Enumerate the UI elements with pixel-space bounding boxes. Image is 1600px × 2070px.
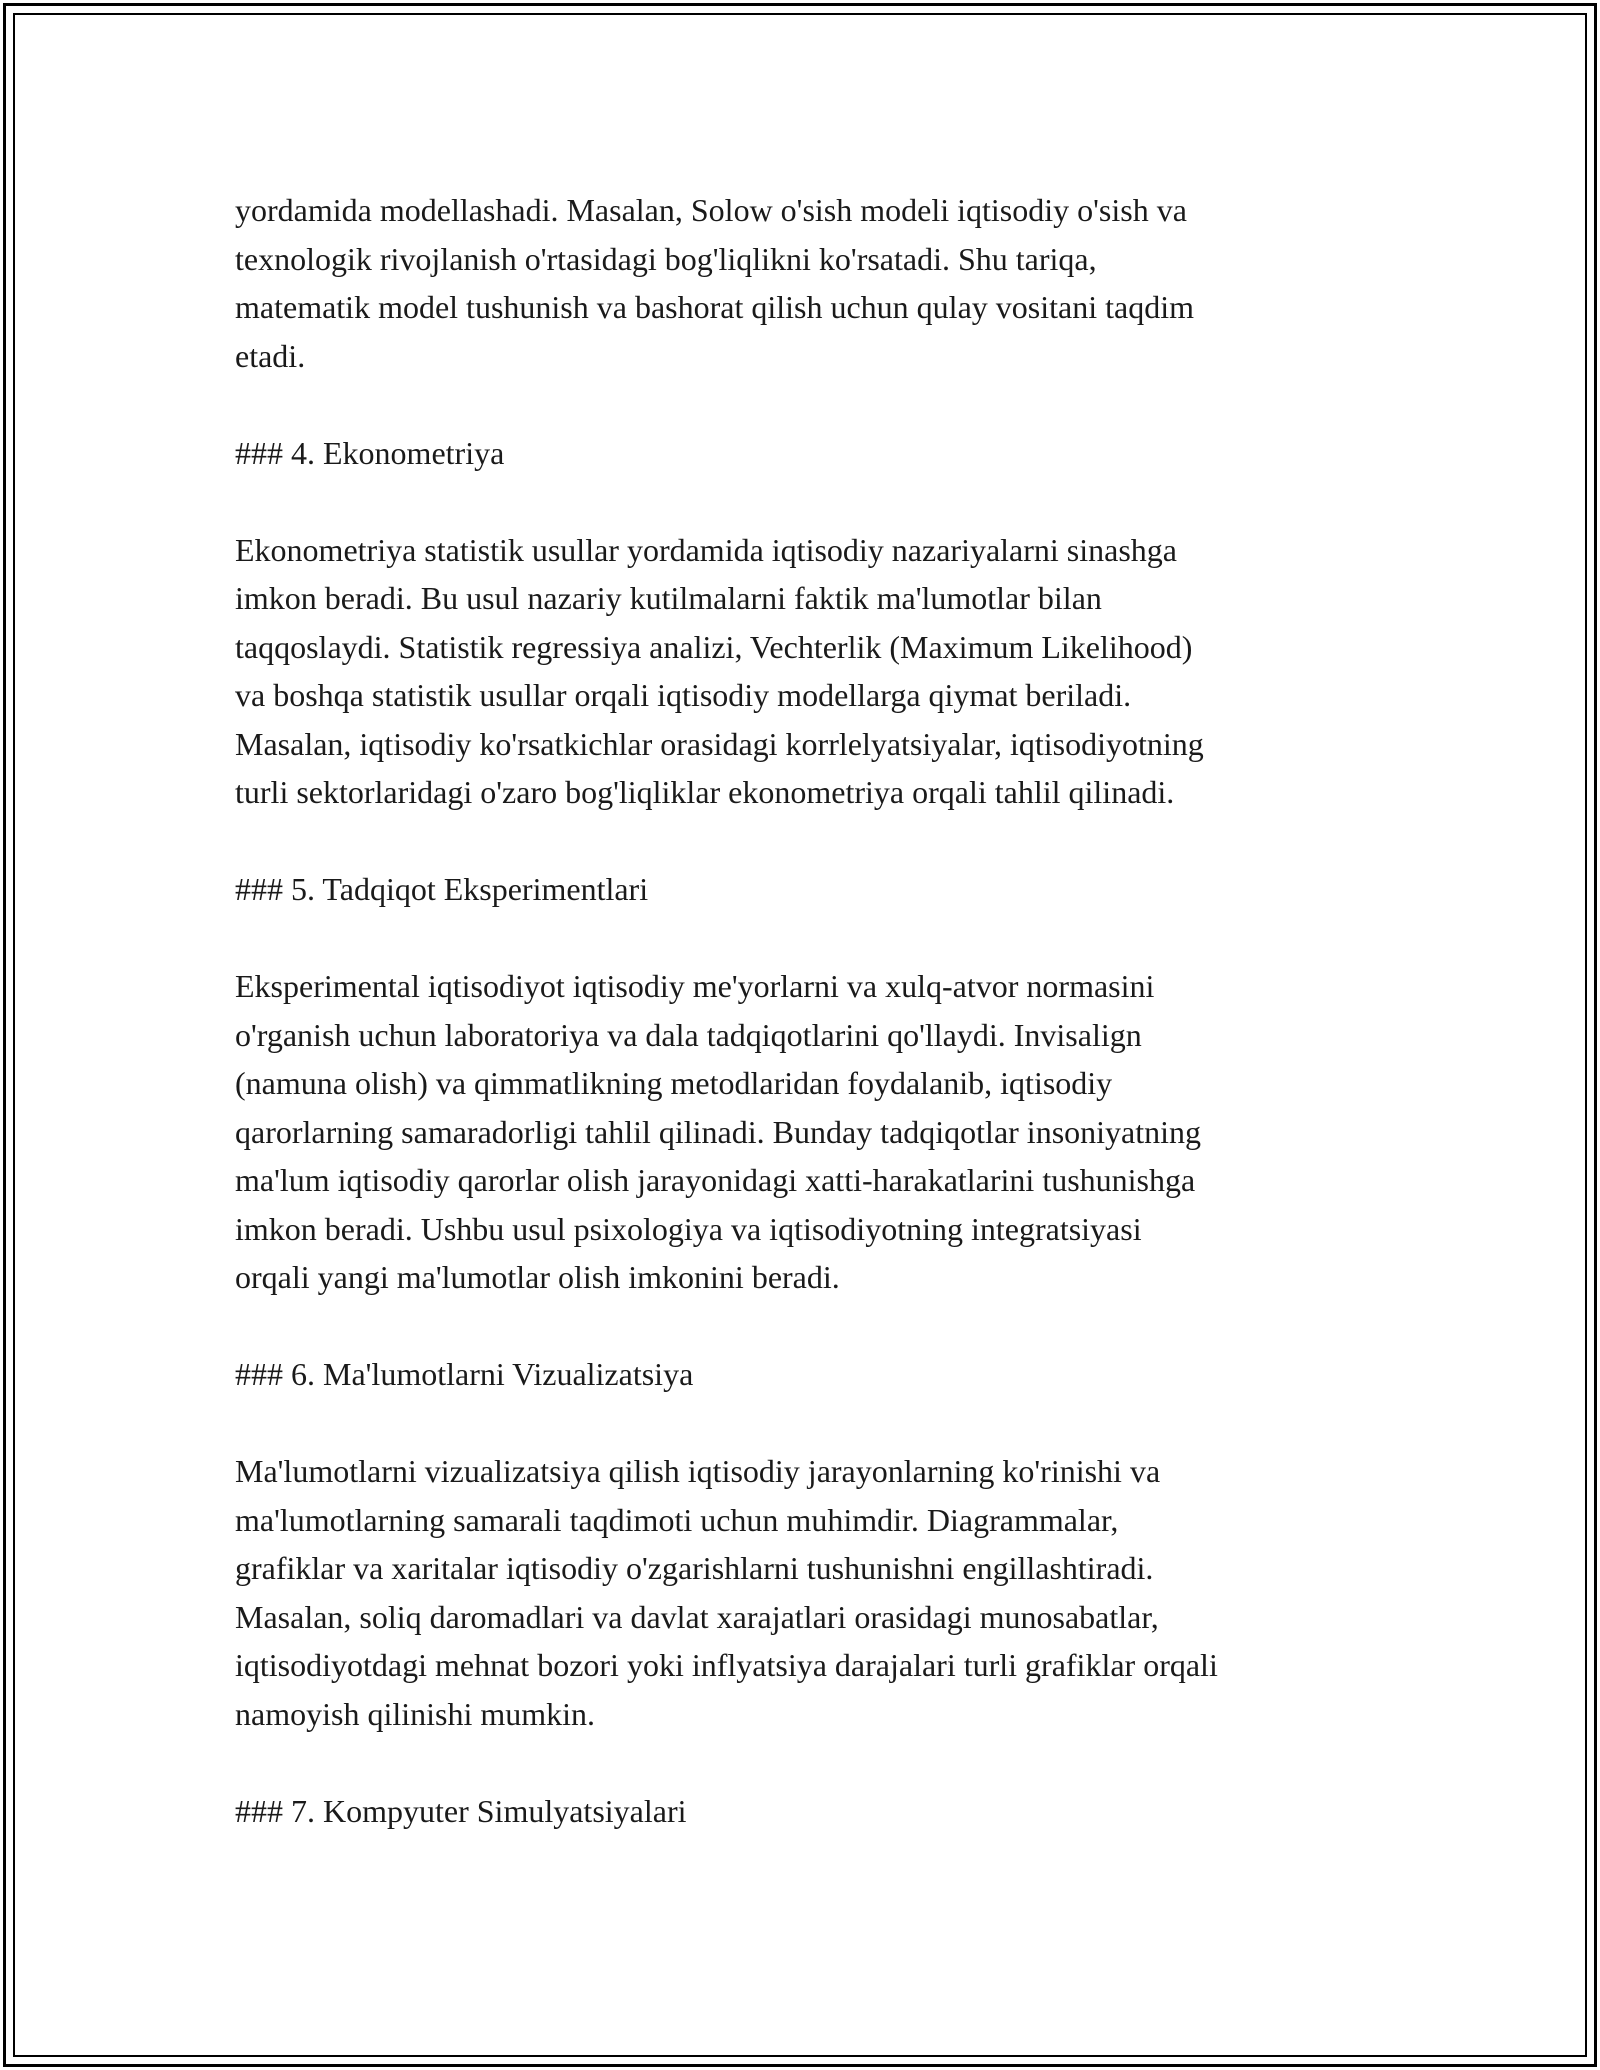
paragraph-eksperimental-iqtisodiyot	[235, 962, 1375, 1302]
text-line: grafiklar va xaritalar iqtisodiy o'zgarishlarni tushunishni engillashtiradi.	[235, 1550, 1154, 1586]
text-line: etadi.	[235, 337, 306, 374]
heading-ekonometriya: ### 4. Ekonometriya	[235, 434, 505, 471]
text-line: orqali yangi ma'lumotlar olish imkonini beradi.	[235, 1259, 840, 1295]
heading-malumotlarni-vizualizatsiya: ### 6. Ma'lumotlarni Vizualizatsiya	[235, 1356, 694, 1392]
paragraph-vizualizatsiya	[235, 1447, 1375, 1738]
text-line: va boshqa statistik usullar orqali iqtisodiy modellarga qiymat beriladi.	[235, 677, 1132, 713]
text-line: turli sektorlaridagi o'zaro bog'liqliklar ekonometriya orqali tahlil qilinadi.	[235, 774, 1175, 810]
text-line: qarorlarning samaradorligi tahlil qilinadi. Bunday tadqiqotlar insoniyatning	[235, 1113, 1202, 1150]
text-line: Masalan, soliq daromadlari va davlat xarajatlari orasidagi munosabatlar,	[235, 1598, 1159, 1635]
text-line: iqtisodiyotdagi mehnat bozori yoki inflyatsiya darajalari turli grafiklar orqali	[235, 1647, 1218, 1683]
paragraph-ekonometriya	[235, 526, 1375, 817]
heading-tadqiqot-eksperimentlari: ### 5. Tadqiqot Eksperimentlari	[235, 871, 649, 907]
text-line: texnologik rivojlanish o'rtasidagi bog'liqlikni ko'rsatadi. Shu tariqa,	[235, 240, 1097, 277]
text-line: ma'lumotlarning samarali taqdimoti uchun muhimdir. Diagrammalar,	[235, 1501, 1119, 1538]
text-line: (namuna olish) va qimmatlikning metodlaridan foydalanib, iqtisodiy	[235, 1065, 1113, 1101]
text-line: Eksperimental iqtisodiyot iqtisodiy me'yorlarni va xulq-atvor normasini	[235, 968, 1155, 1004]
heading-kompyuter-simulyatsiyalari: ### 7. Kompyuter Simulyatsiyalari	[235, 1792, 687, 1829]
text-line: namoyish qilinishi mumkin.	[235, 1695, 596, 1732]
text-line: matematik model tushunish va bashorat qilish uchun qulay vositani taqdim	[235, 289, 1194, 325]
text-line: imkon beradi. Bu usul nazariy kutilmalarni faktik ma'lumotlar bilan	[235, 580, 1102, 616]
text-line: ma'lum iqtisodiy qarorlar olish jarayonidagi xatti-harakatlarini tushunishga	[235, 1162, 1196, 1198]
text-line: o'rganish uchun laboratoriya va dala tadqiqotlarini qo'llaydi. Invisalign	[235, 1016, 1142, 1053]
paragraph-solow-model	[235, 186, 1375, 380]
text-line: imkon beradi. Ushbu usul psixologiya va iqtisodiyotning integratsiyasi	[235, 1210, 1142, 1247]
text-line: Ma'lumotlarni vizualizatsiya qilish iqtisodiy jarayonlarning ko'rinishi va	[235, 1453, 1161, 1489]
text-line: yordamida modellashadi. Masalan, Solow o'sish modeli iqtisodiy o'sish va	[235, 192, 1187, 228]
text-line: taqqoslaydi. Statistik regressiya analizi, Vechterlik (Maximum Likelihood)	[235, 628, 1193, 665]
text-line: Masalan, iqtisodiy ko'rsatkichlar orasidagi korrlelyatsiyalar, iqtisodiyotning	[235, 725, 1204, 762]
text-line: Ekonometriya statistik usullar yordamida iqtisodiy nazariyalarni sinashga	[235, 531, 1177, 568]
document-body	[235, 186, 1375, 1835]
